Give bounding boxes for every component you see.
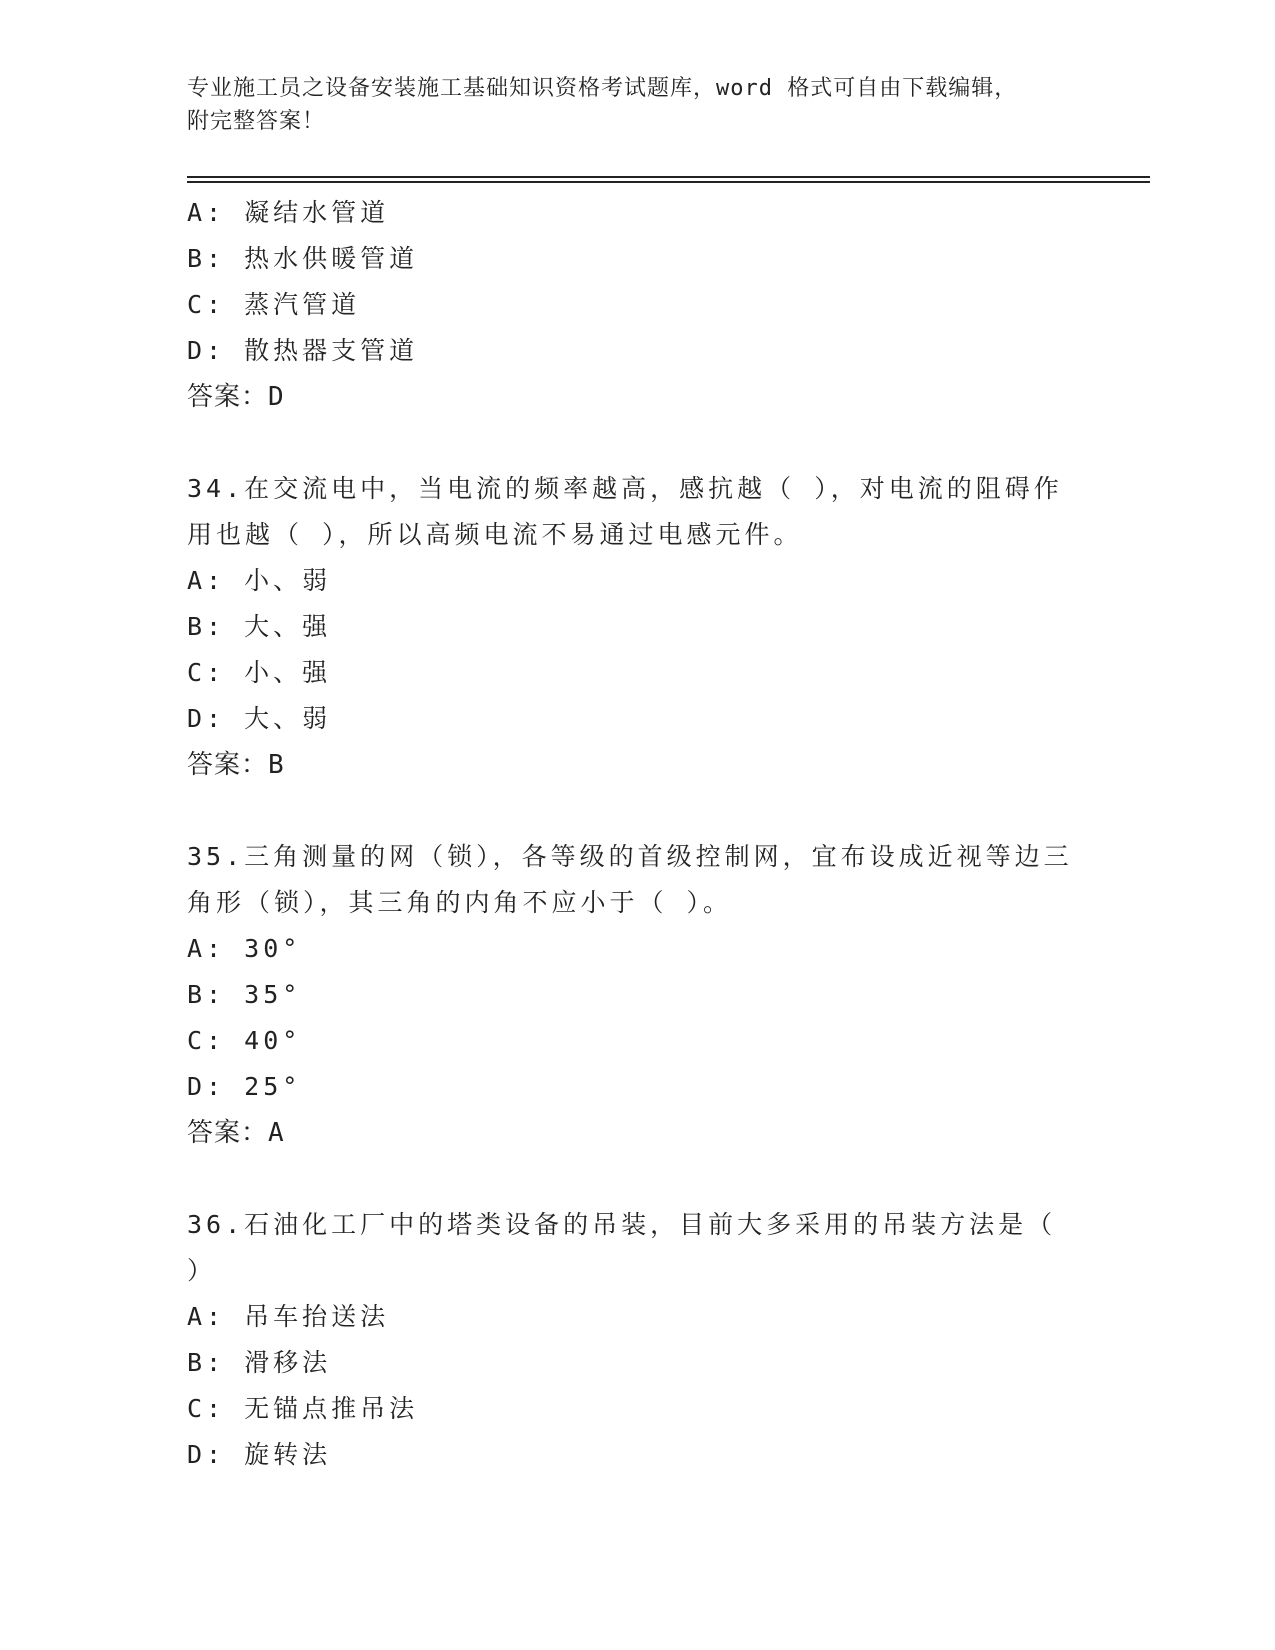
- question-stem-line-2: 用也越（ ），所以高频电流不易通过电感元件。: [187, 520, 803, 549]
- question-stem-line-1: 36.石油化工厂中的塔类设备的吊装，目前大多采用的吊装方法是（: [187, 1210, 1057, 1239]
- option-d: D: 25°: [187, 1072, 302, 1101]
- option-a: A: 吊车抬送法: [187, 1302, 390, 1331]
- option-d: D: 旋转法: [187, 1440, 332, 1469]
- option-d: D: 大、弱: [187, 704, 332, 733]
- document-header: [187, 72, 1087, 138]
- question-stem-line-1: 34.在交流电中，当电流的频率越高，感抗越（ ），对电流的阻碍作: [187, 474, 1063, 503]
- question-34: [187, 466, 1107, 788]
- question-35: [187, 834, 1107, 1156]
- question-36: [187, 1202, 1107, 1478]
- option-b: B: 滑移法: [187, 1348, 332, 1377]
- option-a: A: 小、弱: [187, 566, 332, 595]
- option-c: C: 蒸汽管道: [187, 290, 361, 319]
- option-a: A: 30°: [187, 934, 302, 963]
- option-a: A: 凝结水管道: [187, 198, 390, 227]
- header-divider-bottom: [187, 181, 1150, 183]
- question-list: [187, 190, 1107, 1478]
- header-line-1: 专业施工员之设备安装施工基础知识资格考试题库，word 格式可自由下载编辑，: [187, 76, 1018, 101]
- answer-text: 答案：B: [187, 750, 285, 780]
- option-c: C: 40°: [187, 1026, 302, 1055]
- question-stem-line-2: ）: [187, 1256, 217, 1285]
- option-b: B: 大、强: [187, 612, 332, 641]
- option-c: C: 小、强: [187, 658, 332, 687]
- option-b: B: 35°: [187, 980, 302, 1009]
- option-b: B: 热水供暖管道: [187, 244, 419, 273]
- header-divider-top: [187, 176, 1150, 178]
- option-c: C: 无锚点推吊法: [187, 1394, 419, 1423]
- answer-text: 答案：D: [187, 382, 285, 412]
- option-d: D: 散热器支管道: [187, 336, 419, 365]
- question-33: [187, 190, 1107, 420]
- answer-text: 答案：A: [187, 1118, 285, 1148]
- question-stem-line-1: 35.三角测量的网（锁），各等级的首级控制网，宜布设成近视等边三: [187, 842, 1073, 871]
- question-stem-line-2: 角形（锁），其三角的内角不应小于（ ）。: [187, 888, 733, 917]
- header-line-2: 附完整答案！: [187, 109, 326, 134]
